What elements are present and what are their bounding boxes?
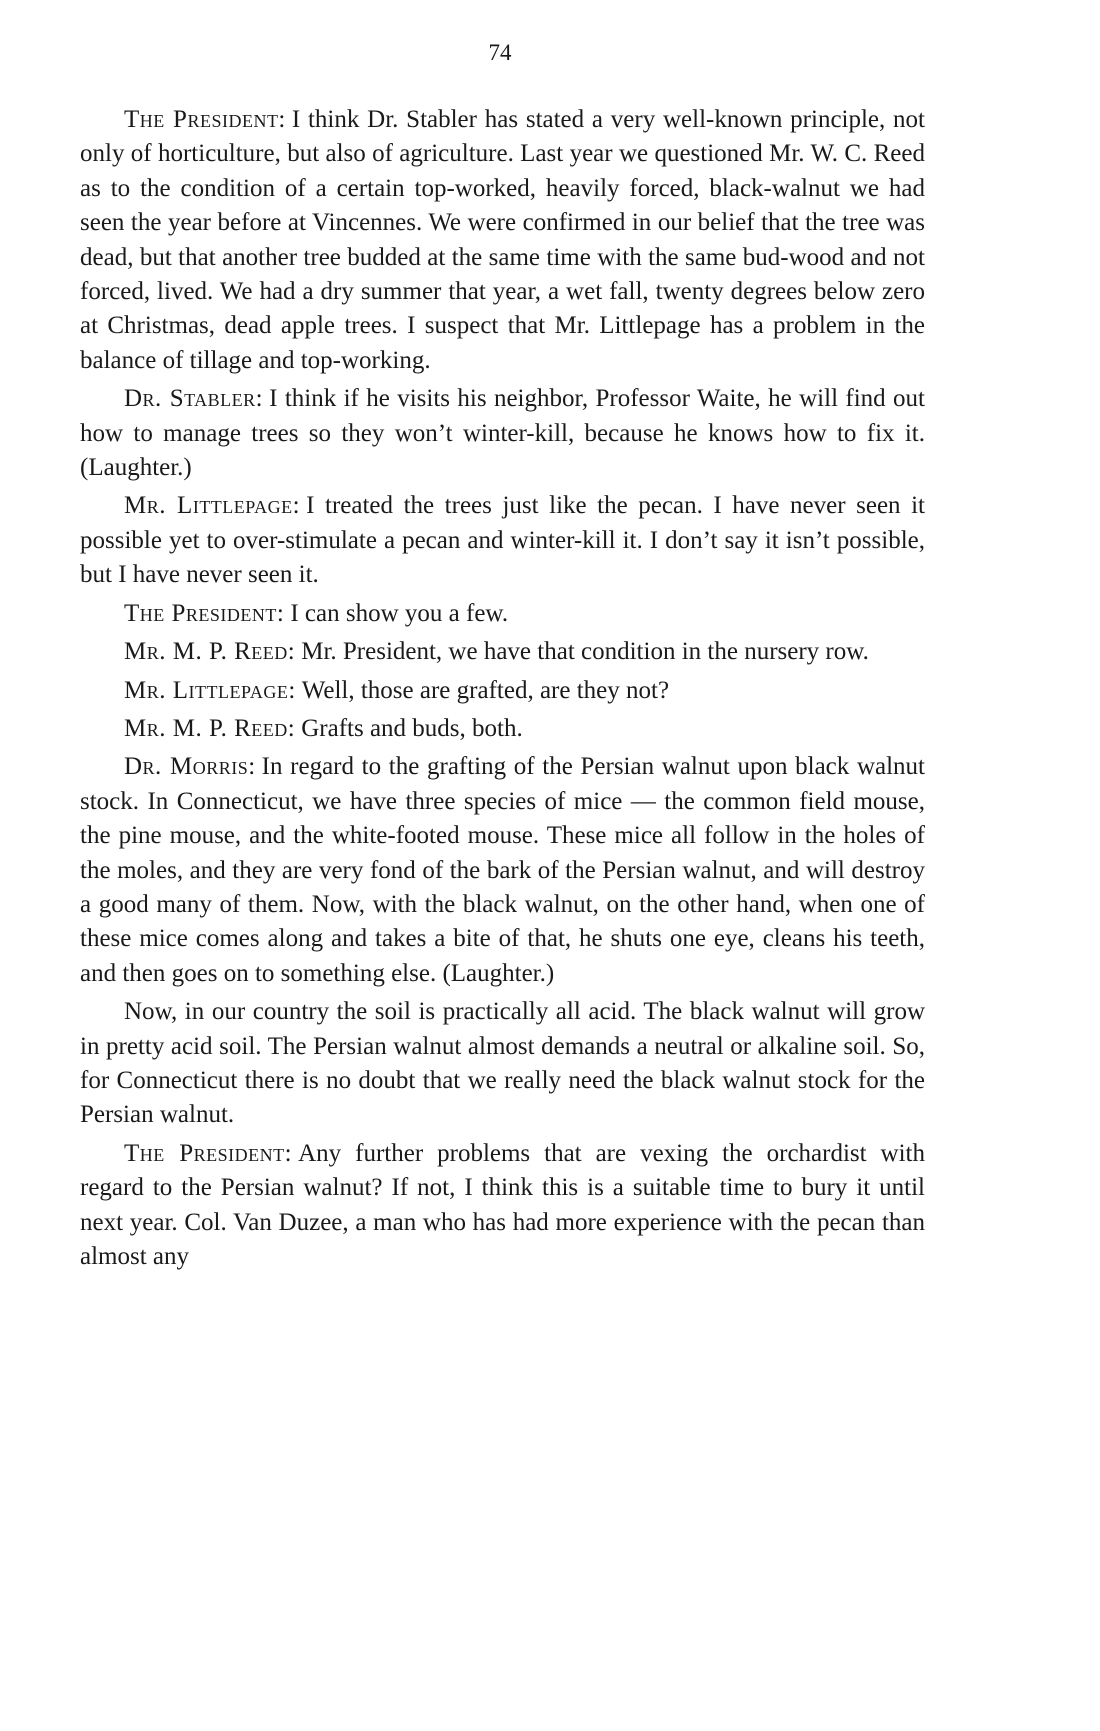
page-body: [80, 103, 925, 1278]
paragraph: [80, 597, 925, 631]
paragraph-text: Now, in our country the soil is practically all acid. The black walnut will grow in pretty acid soil. The Persian walnut almost demands a neutral or alkaline soil. So, for Connecticut there is no doubt that we really need the black walnut stock for the Persian walnut.: [80, 998, 925, 1129]
paragraph: [80, 750, 925, 991]
paragraph: [80, 382, 925, 485]
paragraph: [80, 995, 925, 1133]
paragraph-text: I treated the trees just like the pecan. I have never seen it possible yet to over-stimulate a pecan and winter-kill it. I don’t say it isn’t possible, but I have never seen it.: [80, 492, 926, 589]
page-number: 74: [488, 40, 512, 65]
paragraph-text: I think if he visits his neighbor, Professor Waite, he will find out how to manage trees so they won’t winter-kill, because he knows how to fix it. (Laughter.): [80, 385, 925, 482]
paragraph: [80, 712, 925, 746]
paragraph: [80, 1137, 925, 1275]
paragraph-text: Any further problems that are vexing the orchardist with regard to the Persian walnut? If not, I think this is a suitable time to bury it until next year. Col. Van Duzee, a man who has had more experience with the pecan than almost any: [80, 1139, 925, 1270]
speaker-label: The President:: [124, 1139, 293, 1167]
paragraph-text: Grafts and buds, both.: [301, 714, 523, 742]
speaker-label: Mr. Littlepage:: [124, 676, 296, 704]
paragraph-text: I think Dr. Stabler has stated a very well-known principle, not only of horticulture, but also of agriculture. Last year we questioned Mr. W. C. Reed as to the condition of a certain top-worked, heavily forced, black-walnut we had seen the year before at Vincennes. We were confirmed in our belief that the tree was dead, but that another tree budded at the same time with the same bud-wood and not forced, lived. We had a dry summer that year, a wet fall, twenty degrees below zero at Christmas, dead apple trees. I suspect that Mr. Littlepage has a problem in the balance of tillage and top-working.: [80, 106, 925, 374]
speaker-label: Mr. Littlepage:: [124, 492, 301, 520]
paragraph: [80, 674, 925, 708]
paragraph-text: In regard to the grafting of the Persian walnut upon black walnut stock. In Connecticut, we have three species of mice — the common field mouse, the pine mouse, and the white-footed mouse. These mice all follow in the holes of the moles, and they are very fond of the bark of the Persian walnut, and will destroy a good many of them. Now, with the black walnut, on the other hand, when one of these mice comes along and takes a bite of that, he shuts one eye, cleans his teeth, and then goes on to something else. (Laughter.): [80, 753, 925, 987]
speaker-label: Mr. M. P. Reed:: [124, 714, 296, 742]
paragraph-text: Mr. President, we have that condition in the nursery row.: [301, 638, 869, 666]
paragraph: [80, 103, 925, 378]
paragraph: [80, 635, 925, 669]
speaker-label: The President:: [124, 599, 285, 627]
speaker-label: The President:: [124, 106, 286, 133]
speaker-label: Mr. M. P. Reed:: [124, 638, 296, 666]
paragraph: [80, 489, 925, 592]
paragraph-text: I can show you a few.: [290, 599, 509, 627]
speaker-label: Dr. Stabler:: [124, 385, 264, 413]
speaker-label: Dr. Morris:: [124, 753, 256, 781]
paragraph-text: Well, those are grafted, are they not?: [301, 676, 670, 704]
